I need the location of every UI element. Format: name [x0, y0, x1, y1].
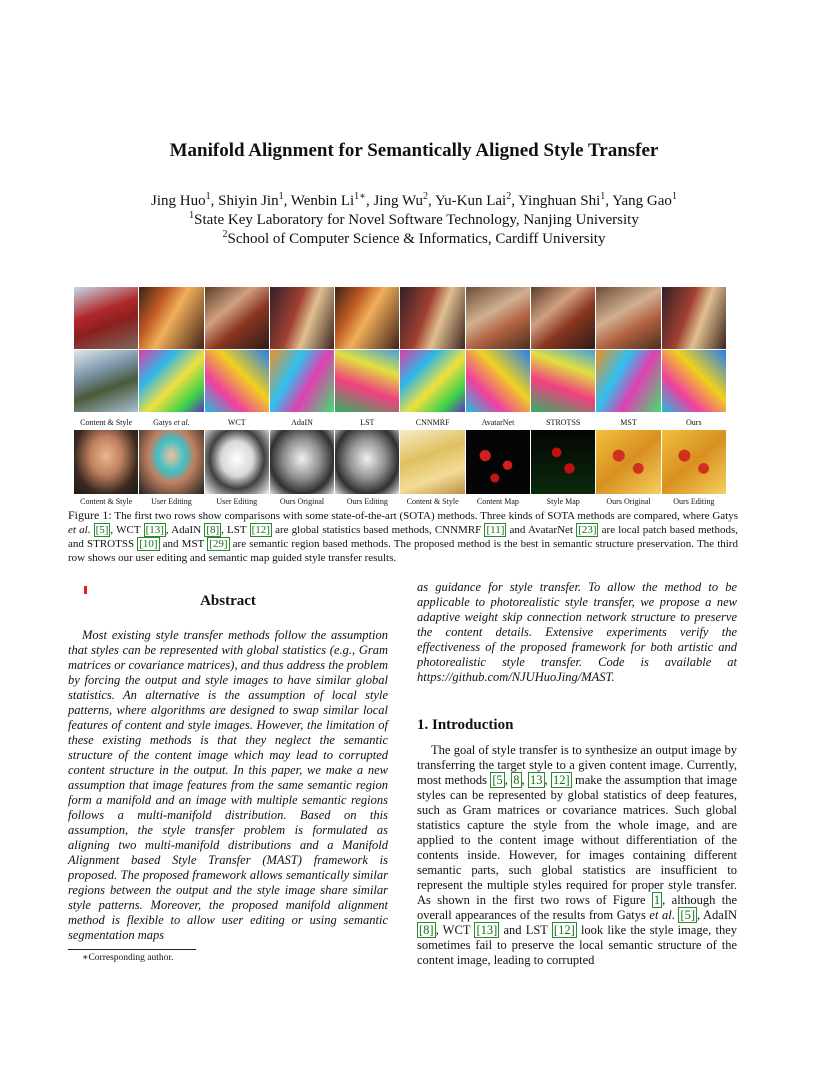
figure-label: Style Map — [546, 497, 580, 506]
figure-image — [139, 350, 203, 412]
figure-image — [335, 430, 399, 494]
figure-label: Gatys et al. — [153, 418, 190, 427]
figure-labels-row1 — [74, 418, 726, 427]
figure-image — [335, 287, 399, 349]
figure-image — [466, 430, 530, 494]
footnote: ∗Corresponding author. — [82, 953, 174, 963]
figure-label: LST — [360, 418, 375, 427]
figure-caption — [68, 508, 738, 565]
figure-image — [531, 430, 595, 494]
figure-label: Ours Editing — [673, 497, 715, 506]
figure-label: User Editing — [151, 497, 192, 506]
figure-image — [596, 287, 660, 349]
figure-labels-row3 — [74, 497, 726, 506]
figure-image — [400, 430, 464, 494]
figure-image — [139, 287, 203, 349]
figure-row-lake — [74, 350, 726, 412]
figure-label: Ours Editing — [346, 497, 388, 506]
figure-image — [662, 350, 726, 412]
figure-label: AvatarNet — [481, 418, 515, 427]
figure-image — [596, 430, 660, 494]
figure-image — [662, 430, 726, 494]
figure-image — [596, 350, 660, 412]
figure-label: Ours Original — [606, 497, 651, 506]
figure-image — [400, 350, 464, 412]
abstract-heading: Abstract — [200, 593, 256, 609]
abstract-body: Most existing style transfer methods follow the assumption that styles can be represented with global statistics (e.g., Gram matrices or covariance matrices), and thus address the problem by forcing the output and style images to have similar global statistics. An alternative is the assumption of local style patterns, where algorithms are designed to swap similar local features of content and style images. However, the limitation of these existing methods is that they neglect the semantic structure of the content image which may lead to corrupted content structure in the output. In this paper, we make a new assumption that image features from the same semantic region form a manifold and an image with multiple semantic regions follows a multi-manifold distribution. Based on this assumption, the style transfer problem is formulated as aligning two multi-manifold distributions and a Manifold Alignment based Style Transfer (MAST) framework is proposed. The proposed framework allows semantically similar regions between the output and the style image share similar style patterns. Moreover, the proposed manifold alignment method is flexible to allow user editing or using semantic segmentation maps — [68, 628, 388, 942]
figure-label: Ours Original — [279, 497, 325, 506]
figure-image — [531, 287, 595, 349]
footnote-rule — [68, 949, 196, 950]
affiliation-1: $^1$State Key Laboratory for Novel Software Technology, Nanjing University — [189, 210, 639, 228]
paper-title: Manifold Alignment for Semantically Aligned Style Transfer — [169, 140, 659, 161]
figure-label: Content Map — [476, 497, 519, 506]
figure-image — [270, 287, 334, 349]
figure-image — [205, 287, 269, 349]
figure-image — [74, 350, 138, 412]
figure-label: Content & Style — [406, 497, 459, 506]
figure-caption-label: Figure 1: — [68, 508, 112, 522]
figure-label: Content & Style — [80, 497, 133, 506]
abstract-continuation: as guidance for style transfer. To allow the method to be applicable to photorealistic style transfer, we propose a new adaptive weight skip connection network structure to preserve the content details. Extensive experiments verify the effectiveness of the proposed framework for both artistic and photorealistic style transfer. Code is available at https://github.com/NJUHuoJing/MAST. — [417, 580, 737, 684]
figure-image — [74, 430, 138, 494]
figure-row-bus — [74, 287, 726, 349]
figure-label: Ours — [686, 418, 702, 427]
figure-label: STROTSS — [546, 418, 581, 427]
figure-label: Content & Style — [80, 418, 133, 427]
figure-label: MST — [620, 418, 637, 427]
figure-image — [270, 350, 334, 412]
figure-caption-text: The first two rows show comparisons with some state-of-the-art (SOTA) methods. Three kinds of SOTA methods are compared, where Gatys et al. [5] , WCT [13] , AdaIN [8] , LST [12] are global statistics based methods, CNNMRF [11] and AvatarNet [23] are local patch based methods, and STROTSS [10] and MST [29] are semantic region based methods. The proposed method is the best in semantic structure preservation. The third row shows our user editing and semantic map guided style transfer results. — [68, 510, 739, 564]
figure-image — [662, 287, 726, 349]
figure-label: WCT — [227, 418, 246, 427]
introduction-heading: 1. Introduction — [417, 717, 514, 733]
figure-row-editing — [74, 430, 726, 494]
figure-label: User Editing — [216, 497, 258, 506]
figure-label: AdaIN — [291, 418, 313, 427]
figure-image — [205, 430, 269, 494]
author-list: Jing Huo$^1$, Shiyin Jin$^1$, Wenbin $Li^{1∗}$, Jing Wu$^2$, Yu-Kun Lai$^2$, Yinghuan Shi$^1$, Yang Gao$^1$ — [151, 191, 677, 209]
introduction-body: The goal of style transfer is to synthesize an output image by transferring the target style to a given content image. Currently, most methods [5 , 8 , 13 , 12] make the assumption that image styles can be represented by global statistics of deep features, such as Gram matrices or covariance matrices. Such global statistics capture the style from the whole image, and are applied to the content image without differentiation of the contents inside. However, for images containing different semantic parts, such global statistics are insufficient to represent the multiple styles required for proper style transfer. As shown in the first two rows of Figure 1 , although the overall appearances of the results from Gatys et al. [5] , AdaIN [8] , WCT [13] and LST [12] look like the style image, they sometimes fail to preserve the local semantic structure of the content image, leading to corrupted — [417, 743, 738, 967]
figure-image — [400, 287, 464, 349]
affiliation-2: $^2$School of Computer Science & Informatics, Cardiff University — [222, 229, 606, 247]
figure-image — [466, 350, 530, 412]
figure-image — [466, 287, 530, 349]
figure-image — [270, 430, 334, 494]
figure-label: CNNMRF — [415, 418, 450, 427]
figure-image — [335, 350, 399, 412]
figure-image — [74, 287, 138, 349]
figure-image — [531, 350, 595, 412]
figure-image — [139, 430, 203, 494]
figure-image — [205, 350, 269, 412]
